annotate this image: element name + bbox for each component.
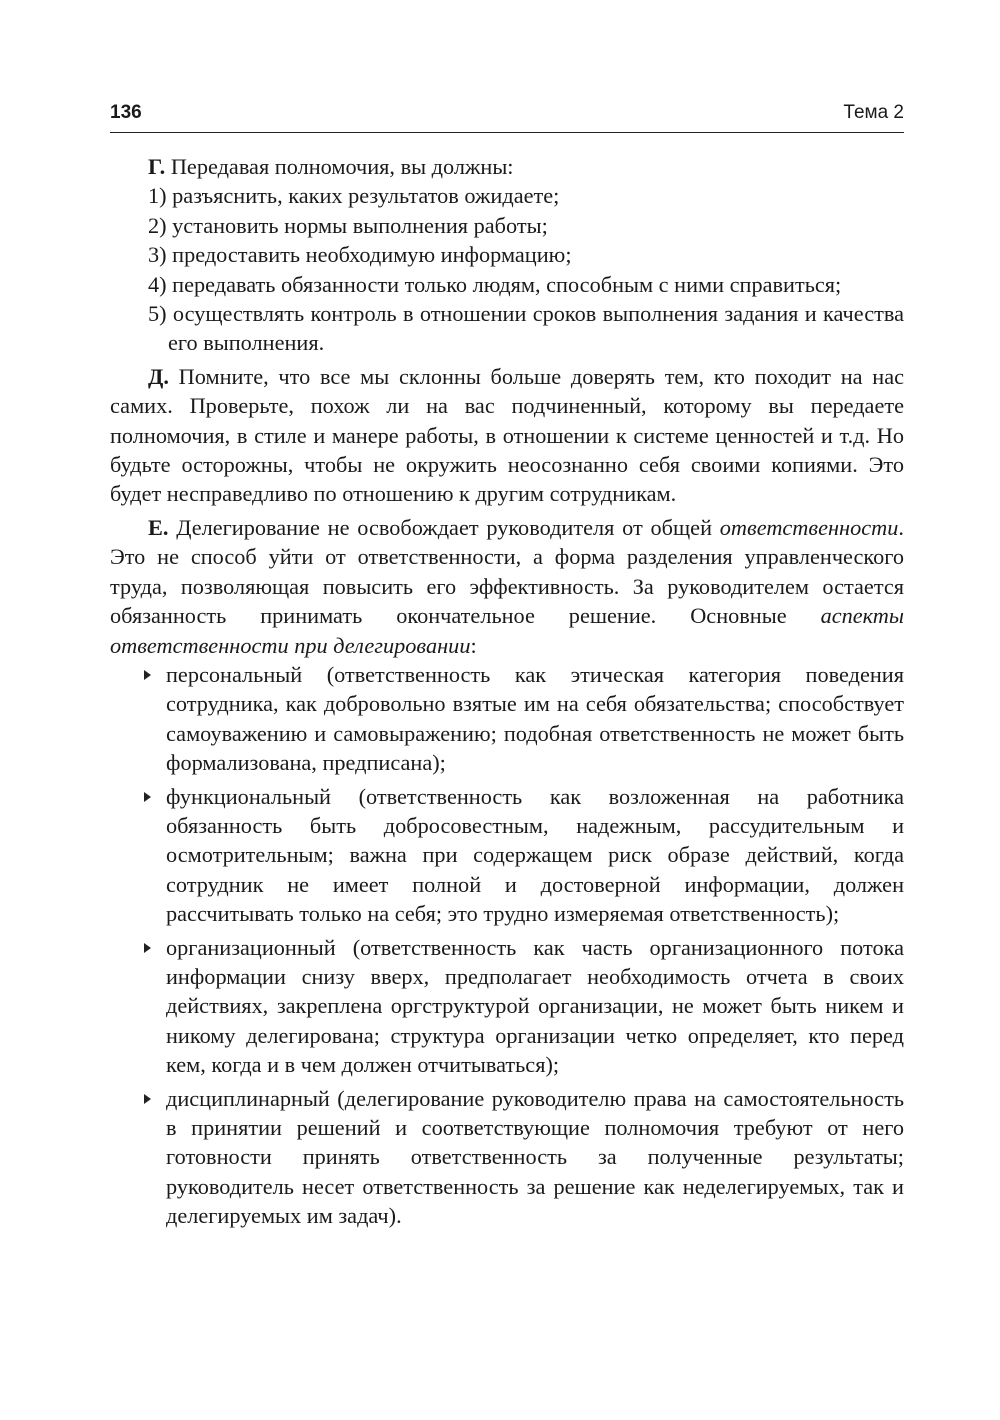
- body-text: [110, 152, 904, 1231]
- running-header: [110, 98, 904, 133]
- triangle-bullet-icon: [144, 1094, 151, 1104]
- page-number: 136: [110, 102, 142, 123]
- aspect-disciplinary: [110, 1084, 904, 1231]
- list-item: 4) передавать обязанности только людям, способным с ними справиться;: [148, 271, 842, 297]
- section-e-marker: Е.: [148, 514, 169, 540]
- aspect-personal: [110, 660, 904, 778]
- aspect-organizational: [110, 933, 904, 1080]
- section-e-paragraph: [110, 513, 904, 660]
- aspects-list: [110, 660, 904, 1231]
- section-e-text-2: . Это не способ уйти от ответственности, а форма разделения управленческого труда, позволяющая повысить его эффективность. За руководителем остается обязанность принимать окончательное решение. Основные: [110, 514, 904, 629]
- triangle-bullet-icon: [144, 943, 151, 953]
- triangle-bullet-icon: [144, 670, 151, 680]
- aspect-text: персональный (ответственность как этическая категория поведения сотрудника, как добровольно взятые им на себя обязательства; способствует самоуважению и самовыражению; подобная ответственность не может быть формализована, предписана);: [166, 661, 904, 776]
- section-d-paragraph: [110, 362, 904, 509]
- aspect-text: организационный (ответственность как часть организационного потока информации снизу вверх, предполагает необходимость отчета в своих действиях, закреплена оргструктурой организации, не может быть никем и никому делегирована; структура организации четко определяет, кто перед кем, когда и в чем должен отчитываться);: [166, 934, 904, 1078]
- chapter-label: Тема 2: [843, 102, 904, 123]
- section-g-intro-text: Передавая полномочия, вы должны:: [170, 154, 514, 179]
- section-g-intro: [110, 152, 904, 181]
- aspect-text: дисциплинарный (делегирование руководителю права на самостоятельность в принятии решений и соответствующие полномочия требуют от него готовности принять ответственность за полученные результаты; руководитель несет ответственность за решение как неделегируемых, так и делегируемых им задач).: [166, 1085, 904, 1229]
- list-item: 2) установить нормы выполнения работы;: [148, 212, 548, 238]
- list-item: 1) разъяснить, каких результатов ожидаете;: [148, 183, 560, 209]
- list-item: 3) предоставить необходимую информацию;: [148, 242, 572, 268]
- section-d-text: Помните, что все мы склонны больше доверять тем, кто походит на нас самих. Проверьте, похож ли на вас подчиненный, которому вы передаете полномочия, в стиле и манере работы, в отношении к системе ценностей и т.д. Но будьте осторожны, чтобы не окружить неосознанно себя своими копиями. Это будет несправедливо по отношению к другим сотрудникам.: [110, 363, 904, 507]
- term-responsibility: ответственности: [719, 514, 899, 540]
- section-d-marker: Д.: [148, 363, 169, 389]
- term-aspects: аспекты ответственности при делегировании: [110, 603, 905, 658]
- aspect-functional: [110, 782, 904, 929]
- aspect-text: функциональный (ответственность как возложенная на работника обязанность быть добросовестным, надежным, рассудительным и осмотрительным; важна при содержащем риск образе действий, когда сотрудник не имеет полной и достоверной информации, должен рассчитывать только на себя; это трудно измеряемая ответственность);: [166, 783, 904, 927]
- section-g-marker: Г.: [148, 154, 166, 179]
- list-item: 5) осуществлять контроль в отношении сроков выполнения задания и качества его выполнения.: [148, 301, 904, 356]
- delegation-steps-list: [110, 181, 904, 357]
- section-e-text-1: Делегирование не освобождает руководителя от общей: [176, 514, 713, 540]
- triangle-bullet-icon: [144, 792, 151, 802]
- section-e-text-3: :: [470, 632, 477, 658]
